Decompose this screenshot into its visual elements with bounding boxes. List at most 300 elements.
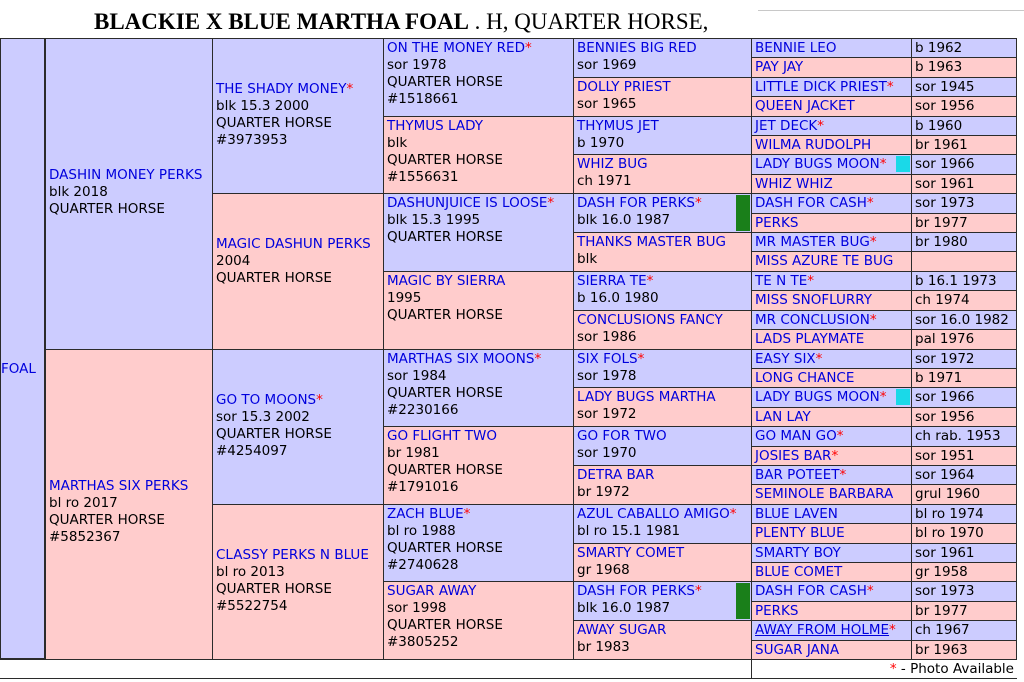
ancestor-info: ch 1967 xyxy=(911,620,1017,641)
ancestor-name-line xyxy=(577,467,748,484)
ancestor-name-link[interactable]: MR CONCLUSION xyxy=(755,312,870,328)
ancestor-cell xyxy=(573,154,752,194)
ancestor-name-line xyxy=(755,176,908,193)
ancestor-info: br 1980 xyxy=(911,232,1017,252)
ancestor-cell xyxy=(573,310,752,350)
ancestor-name-line xyxy=(577,234,748,251)
ancestor-info: sor 1945 xyxy=(911,77,1017,97)
ancestor-cell xyxy=(751,135,912,155)
ancestor-name-line xyxy=(755,59,908,76)
photo-available-star[interactable]: * xyxy=(729,506,737,522)
ancestor-detail: br 1981 xyxy=(387,445,440,461)
ancestor-name-link[interactable]: TE N TE xyxy=(755,273,808,289)
ancestor-name-line xyxy=(755,506,908,523)
ancestor-name-line xyxy=(577,118,748,135)
green-marker xyxy=(736,583,750,619)
ancestor-detail: QUARTER HORSE xyxy=(387,617,503,633)
ancestor-info: b 1962 xyxy=(911,38,1017,58)
ancestor-detail: #3805252 xyxy=(387,634,459,650)
ancestor-detail: sor 1969 xyxy=(577,57,637,73)
ancestor-cell xyxy=(212,38,384,194)
ancestor-info: sor 1961 xyxy=(911,543,1017,563)
ancestor-info: br 1961 xyxy=(911,135,1017,155)
ancestor-name-line xyxy=(577,79,748,96)
cyan-marker xyxy=(896,156,910,172)
ancestor-cell xyxy=(751,310,912,330)
ancestor-detail: sor 1998 xyxy=(387,600,447,616)
ancestor-name-link[interactable]: ZACH BLUE xyxy=(387,506,464,522)
ancestor-detail: sor 1986 xyxy=(577,329,637,345)
ancestor-cell xyxy=(751,349,912,369)
photo-legend-text: - Photo Available xyxy=(896,661,1014,677)
ancestor-cell xyxy=(751,387,912,408)
ancestor-detail: QUARTER HORSE xyxy=(49,512,165,528)
ancestor-name-link[interactable]: GO FOR TWO xyxy=(577,428,667,444)
ancestor-name-line xyxy=(755,622,908,639)
ancestor-name-link[interactable]: LADY BUGS MOON xyxy=(755,389,880,405)
ancestor-cell xyxy=(751,407,912,427)
ancestor-name-link[interactable]: LADY BUGS MOON xyxy=(755,156,880,172)
ancestor-name-link[interactable]: MISS SNOFLURRY xyxy=(755,292,872,308)
ancestor-cell xyxy=(751,620,912,641)
ancestor-detail: blk 2018 xyxy=(49,184,108,200)
photo-available-star[interactable]: * xyxy=(866,583,874,599)
ancestor-cell xyxy=(573,504,752,544)
ancestor-name-line xyxy=(755,273,908,290)
ancestor-name-link[interactable]: AWAY FROM HOLME xyxy=(755,622,890,638)
ancestor-cell xyxy=(751,640,912,660)
ancestor-detail: blk 15.3 2000 xyxy=(216,98,310,114)
ancestor-detail: blk 16.0 1987 xyxy=(577,212,671,228)
ancestor-name-link[interactable]: PERKS xyxy=(755,603,799,619)
ancestor-info: sor 1973 xyxy=(911,193,1017,214)
ancestor-name-link[interactable]: BLUE LAVEN xyxy=(755,506,838,522)
ancestor-cell xyxy=(212,504,384,660)
ancestor-detail: sor 1984 xyxy=(387,368,447,384)
cyan-marker xyxy=(896,389,910,405)
ancestor-cell xyxy=(751,251,912,272)
ancestor-cell xyxy=(573,465,752,505)
ancestor-name-link[interactable]: PAY JAY xyxy=(755,59,804,75)
ancestor-cell xyxy=(383,426,574,505)
ancestor-detail: sor 1972 xyxy=(577,406,637,422)
ancestor-detail: #1791016 xyxy=(387,479,459,495)
ancestor-detail: QUARTER HORSE xyxy=(216,115,332,131)
photo-available-star[interactable]: * xyxy=(463,506,471,522)
ancestor-info: sor 16.0 1982 xyxy=(911,310,1017,330)
ancestor-info: ch 1974 xyxy=(911,290,1017,311)
ancestor-name-line xyxy=(755,409,908,426)
ancestor-detail: QUARTER HORSE xyxy=(387,540,503,556)
ancestor-detail: QUARTER HORSE xyxy=(387,74,503,90)
ancestor-name-line xyxy=(577,273,748,290)
ancestor-name-link[interactable]: BAR POTEET xyxy=(755,467,840,483)
photo-star: * xyxy=(889,661,897,677)
ancestor-info: bl ro 1974 xyxy=(911,504,1017,524)
ancestor-cell xyxy=(45,349,213,660)
ancestor-name-line xyxy=(49,167,209,184)
ancestor-detail: QUARTER HORSE xyxy=(216,581,332,597)
ancestor-cell xyxy=(573,581,752,621)
green-marker xyxy=(736,195,750,231)
ancestor-cell xyxy=(751,523,912,544)
ancestor-info: sor 1956 xyxy=(911,96,1017,117)
ancestor-name-link[interactable]: SUGAR JANA xyxy=(755,642,840,658)
ancestor-name-line xyxy=(755,486,908,503)
ancestor-cell xyxy=(751,290,912,311)
ancestor-name-link[interactable]: DETRA BAR xyxy=(577,467,655,483)
ancestor-info: sor 1966 xyxy=(911,387,1017,408)
ancestor-name-line xyxy=(755,564,908,581)
ancestor-detail: sor 1970 xyxy=(577,445,637,461)
ancestor-name-link[interactable]: BENNIES BIG RED xyxy=(577,40,697,56)
ancestor-name-line xyxy=(577,351,748,368)
ancestor-cell xyxy=(573,543,752,582)
ancestor-info: br 1963 xyxy=(911,640,1017,660)
ancestor-cell xyxy=(751,581,912,602)
ancestor-name-link[interactable]: PLENTY BLUE xyxy=(755,525,845,541)
ancestor-info: sor 1973 xyxy=(911,581,1017,602)
photo-available-star[interactable]: * xyxy=(839,467,847,483)
ancestor-name-line xyxy=(755,156,908,173)
ancestor-name-line xyxy=(387,506,570,523)
ancestor-cell xyxy=(383,271,574,350)
ancestor-info: br 1977 xyxy=(911,213,1017,233)
ancestor-detail: QUARTER HORSE xyxy=(387,385,503,401)
ancestor-info: sor 1956 xyxy=(911,407,1017,427)
ancestor-name-link[interactable]: DASHUNJUICE IS LOOSE xyxy=(387,195,548,211)
ancestor-detail: b 1970 xyxy=(577,135,625,151)
ancestor-name-line xyxy=(49,478,209,495)
ancestor-name-link[interactable]: DASH FOR PERKS xyxy=(577,195,695,211)
ancestor-name-line xyxy=(755,448,908,465)
ancestor-name-line xyxy=(387,118,570,135)
ancestor-cell xyxy=(383,193,574,272)
ancestor-name-line xyxy=(755,292,908,309)
ancestor-detail: bl ro 15.1 1981 xyxy=(577,523,681,539)
ancestor-cell xyxy=(573,271,752,311)
ancestor-detail: blk 15.3 1995 xyxy=(387,212,481,228)
ancestor-name-line xyxy=(387,583,570,600)
subject-cell xyxy=(0,38,45,659)
ancestor-name-link[interactable]: MAGIC BY SIERRA xyxy=(387,273,506,289)
ancestor-cell xyxy=(751,368,912,388)
ancestor-name-link[interactable]: MAGIC DASHUN PERKS xyxy=(216,236,371,252)
ancestor-cell xyxy=(751,426,912,447)
ancestor-name-link[interactable]: WHIZ WHIZ xyxy=(755,176,833,192)
ancestor-name-link[interactable]: LAN LAY xyxy=(755,409,811,425)
ancestor-name-line xyxy=(577,40,748,57)
ancestor-name-line xyxy=(755,370,908,387)
ancestor-info: sor 1964 xyxy=(911,465,1017,485)
ancestor-cell xyxy=(751,446,912,466)
ancestor-name-link[interactable]: BENNIE LEO xyxy=(755,40,837,56)
photo-available-star[interactable]: * xyxy=(817,118,825,134)
ancestor-detail: QUARTER HORSE xyxy=(216,270,332,286)
ancestor-detail: blk 16.0 1987 xyxy=(577,600,671,616)
ancestor-name-link[interactable]: GO TO MOONS xyxy=(216,392,317,408)
ancestor-name-link[interactable]: PERKS xyxy=(755,215,799,231)
photo-available-star[interactable]: * xyxy=(534,351,542,367)
photo-available-star[interactable]: * xyxy=(866,195,874,211)
ancestor-cell xyxy=(751,57,912,78)
ancestor-detail: #3973953 xyxy=(216,132,288,148)
ancestor-detail: #5522754 xyxy=(216,598,288,614)
ancestor-cell xyxy=(751,504,912,524)
ancestor-cell xyxy=(573,38,752,78)
ancestor-name-link[interactable]: CLASSY PERKS N BLUE xyxy=(216,547,369,563)
ancestor-cell xyxy=(573,387,752,427)
title-divider xyxy=(758,10,1024,11)
ancestor-name-link[interactable]: CONCLUSIONS FANCY xyxy=(577,312,723,328)
ancestor-name-line xyxy=(755,253,908,270)
ancestor-detail: QUARTER HORSE xyxy=(387,462,503,478)
ancestor-name-link[interactable]: AWAY SUGAR xyxy=(577,622,667,638)
ancestor-cell xyxy=(751,562,912,582)
ancestor-name-link[interactable]: MR MASTER BUG xyxy=(755,234,870,250)
ancestor-name-link[interactable]: EASY SIX xyxy=(755,351,816,367)
ancestor-name-line xyxy=(755,583,908,600)
ancestor-cell xyxy=(751,96,912,117)
ancestor-cell xyxy=(751,271,912,291)
ancestor-name-line xyxy=(577,583,748,600)
ancestor-name-line xyxy=(755,98,908,115)
ancestor-detail: QUARTER HORSE xyxy=(387,229,503,245)
ancestor-detail: sor 15.3 2002 xyxy=(216,409,310,425)
ancestor-cell xyxy=(751,329,912,350)
ancestor-name-link[interactable]: JET DECK xyxy=(755,118,818,134)
ancestor-detail: b 16.0 1980 xyxy=(577,290,659,306)
ancestor-detail: bl ro 1988 xyxy=(387,523,456,539)
ancestor-name-link[interactable]: AZUL CABALLO AMIGO xyxy=(577,506,730,522)
ancestor-cell xyxy=(751,116,912,136)
ancestor-name-line xyxy=(755,389,908,406)
ancestor-name-line xyxy=(755,79,908,96)
ancestor-name-link[interactable]: THE SHADY MONEY xyxy=(216,81,347,97)
ancestor-detail: br 1972 xyxy=(577,484,630,500)
ancestor-info: pal 1976 xyxy=(911,329,1017,350)
ancestor-name-link[interactable]: GO MAN GO xyxy=(755,428,837,444)
ancestor-cell xyxy=(573,620,752,660)
ancestor-name-line xyxy=(577,545,748,562)
ancestor-detail: QUARTER HORSE xyxy=(387,152,503,168)
photo-available-star[interactable]: * xyxy=(869,312,877,328)
ancestor-name-line xyxy=(755,195,908,212)
ancestor-name-link[interactable]: WILMA RUDOLPH xyxy=(755,137,872,153)
ancestor-detail: #1518661 xyxy=(387,91,459,107)
ancestor-cell xyxy=(383,581,574,660)
ancestor-name-line xyxy=(755,428,908,445)
ancestor-cell xyxy=(751,465,912,485)
ancestor-detail: bl ro 2013 xyxy=(216,564,285,580)
ancestor-name-link[interactable]: SUGAR AWAY xyxy=(387,583,477,599)
ancestor-info: sor 1961 xyxy=(911,174,1017,194)
ancestor-cell xyxy=(751,543,912,563)
ancestor-name-link[interactable]: LADS PLAYMATE xyxy=(755,331,865,347)
ancestor-detail: ch 1971 xyxy=(577,173,632,189)
page-title: BLACKIE X BLUE MARTHA FOAL . H, QUARTER HORSE, xyxy=(94,9,709,34)
ancestor-name-link[interactable]: MARTHAS SIX MOONS xyxy=(387,351,535,367)
ancestor-detail: #5852367 xyxy=(49,529,121,545)
ancestor-name-link[interactable]: LONG CHANCE xyxy=(755,370,855,386)
ancestor-cell xyxy=(751,484,912,505)
ancestor-info: b 1963 xyxy=(911,57,1017,78)
ancestor-cell xyxy=(573,193,752,233)
ancestor-cell xyxy=(573,349,752,388)
ancestor-detail: sor 1978 xyxy=(577,368,637,384)
ancestor-cell xyxy=(751,77,912,97)
ancestor-name-line xyxy=(755,545,908,562)
ancestor-name-link[interactable]: MISS AZURE TE BUG xyxy=(755,253,894,269)
ancestor-name-line xyxy=(387,195,570,212)
ancestor-cell xyxy=(212,193,384,350)
ancestor-name-link[interactable]: BLUE COMET xyxy=(755,564,843,580)
photo-available-star[interactable]: * xyxy=(547,195,555,211)
ancestor-info: ch rab. 1953 xyxy=(911,426,1017,447)
ancestor-cell xyxy=(383,349,574,427)
ancestor-name-line xyxy=(577,622,748,639)
ancestor-name-line xyxy=(216,547,380,564)
photo-available-star[interactable]: * xyxy=(694,195,702,211)
ancestor-name-line xyxy=(755,234,908,251)
photo-available-star[interactable]: * xyxy=(836,428,844,444)
ancestor-cell xyxy=(573,77,752,117)
ancestor-detail: #4254097 xyxy=(216,443,288,459)
photo-available-star[interactable]: * xyxy=(815,351,823,367)
subject-name[interactable]: FOAL xyxy=(1,361,36,377)
ancestor-name-line xyxy=(577,156,748,173)
ancestor-cell xyxy=(751,38,912,58)
ancestor-info xyxy=(911,251,1017,272)
ancestor-name-link[interactable]: MARTHAS SIX PERKS xyxy=(49,478,189,494)
photo-available-star[interactable]: * xyxy=(694,583,702,599)
ancestor-info: sor 1951 xyxy=(911,446,1017,466)
photo-legend xyxy=(890,661,1014,678)
ancestor-name-link[interactable]: DASHIN MONEY PERKS xyxy=(49,167,203,183)
ancestor-name-line xyxy=(387,40,570,57)
ancestor-cell xyxy=(573,116,752,155)
photo-available-star[interactable]: * xyxy=(637,351,645,367)
ancestor-name-line xyxy=(387,428,570,445)
ancestor-detail: sor 1978 xyxy=(387,57,447,73)
ancestor-cell xyxy=(45,38,213,350)
ancestor-name-link[interactable]: SIX FOLS xyxy=(577,351,638,367)
ancestor-name-line xyxy=(577,312,748,329)
ancestor-name-line xyxy=(577,195,748,212)
ancestor-info: b 16.1 1973 xyxy=(911,271,1017,291)
ancestor-detail: blk xyxy=(577,251,598,267)
ancestor-detail: bl ro 2017 xyxy=(49,495,118,511)
ancestor-name-link[interactable]: THANKS MASTER BUG xyxy=(577,234,726,250)
ancestor-name-link[interactable]: SIERRA TE xyxy=(577,273,647,289)
ancestor-info: sor 1966 xyxy=(911,154,1017,175)
ancestor-name-line xyxy=(577,506,748,523)
ancestor-name-link[interactable]: LADY BUGS MARTHA xyxy=(577,389,716,405)
photo-available-star[interactable]: * xyxy=(524,40,532,56)
ancestor-cell xyxy=(751,193,912,214)
ancestor-name-link[interactable]: WHIZ BUG xyxy=(577,156,648,172)
photo-available-star[interactable]: * xyxy=(646,273,654,289)
ancestor-info: grul 1960 xyxy=(911,484,1017,505)
ancestor-name-line xyxy=(755,215,908,232)
photo-available-star[interactable]: * xyxy=(831,448,839,464)
ancestor-detail: 1995 xyxy=(387,290,422,306)
ancestor-detail: 2004 xyxy=(216,253,251,269)
ancestor-name-line xyxy=(755,351,908,368)
ancestor-cell xyxy=(751,154,912,175)
ancestor-cell xyxy=(383,116,574,194)
ancestor-name-link[interactable]: GO FLIGHT TWO xyxy=(387,428,498,444)
ancestor-detail: QUARTER HORSE xyxy=(216,426,332,442)
ancestor-name-link[interactable]: THYMUS JET xyxy=(577,118,659,134)
ancestor-detail: blk xyxy=(387,135,408,151)
ancestor-name-line xyxy=(755,467,908,484)
ancestor-name-line xyxy=(755,118,908,135)
ancestor-name-line xyxy=(577,428,748,445)
photo-available-star[interactable]: * xyxy=(886,79,894,95)
ancestor-name-line xyxy=(216,392,380,409)
ancestor-name-line xyxy=(755,137,908,154)
ancestor-name-line xyxy=(755,525,908,542)
ancestor-cell xyxy=(751,601,912,621)
ancestor-detail: br 1983 xyxy=(577,639,630,655)
ancestor-name-link[interactable]: SMARTY BOY xyxy=(755,545,841,561)
ancestor-detail: sor 1965 xyxy=(577,96,637,112)
ancestor-name-link[interactable]: QUEEN JACKET xyxy=(755,98,855,114)
photo-available-star[interactable]: * xyxy=(889,622,896,638)
ancestor-info: gr 1958 xyxy=(911,562,1017,582)
ancestor-cell xyxy=(573,426,752,466)
ancestor-cell xyxy=(751,174,912,194)
ancestor-name-link[interactable]: THYMUS LADY xyxy=(387,118,484,134)
ancestor-name-link[interactable]: SMARTY COMET xyxy=(577,545,685,561)
ancestor-name-line xyxy=(577,389,748,406)
ancestor-info: sor 1972 xyxy=(911,349,1017,369)
ancestor-cell xyxy=(751,213,912,233)
photo-available-star[interactable]: * xyxy=(346,81,354,97)
ancestor-name-link[interactable]: SEMINOLE BARBARA xyxy=(755,486,894,502)
ancestor-name-link[interactable]: JOSIES BAR xyxy=(755,448,832,464)
photo-available-star[interactable]: * xyxy=(869,234,877,250)
footer-bar xyxy=(0,659,1017,679)
ancestor-detail: QUARTER HORSE xyxy=(387,307,503,323)
photo-available-star[interactable]: * xyxy=(879,389,887,405)
ancestor-cell xyxy=(573,232,752,272)
ancestor-name-line xyxy=(755,312,908,329)
ancestor-cell xyxy=(383,38,574,117)
ancestor-name-link[interactable]: DASH FOR CASH xyxy=(755,583,867,599)
ancestor-name-link[interactable]: DASH FOR CASH xyxy=(755,195,867,211)
ancestor-name-line xyxy=(216,236,380,253)
ancestor-detail: #2230166 xyxy=(387,402,459,418)
photo-available-star[interactable]: * xyxy=(807,273,814,289)
ancestor-info: b 1960 xyxy=(911,116,1017,136)
ancestor-name-link[interactable]: DASH FOR PERKS xyxy=(577,583,695,599)
photo-available-star[interactable]: * xyxy=(316,392,323,408)
ancestor-cell xyxy=(212,349,384,505)
ancestor-name-link[interactable]: DOLLY PRIEST xyxy=(577,79,671,95)
photo-available-star[interactable]: * xyxy=(879,156,887,172)
ancestor-name-link[interactable]: ON THE MONEY RED xyxy=(387,40,525,56)
ancestor-name-line xyxy=(216,81,380,98)
ancestor-name-link[interactable]: LITTLE DICK PRIEST xyxy=(755,79,887,95)
ancestor-name-line xyxy=(755,603,908,620)
ancestor-info: bl ro 1970 xyxy=(911,523,1017,544)
ancestor-cell xyxy=(383,504,574,582)
ancestor-info: b 1971 xyxy=(911,368,1017,388)
ancestor-detail: gr 1968 xyxy=(577,562,630,578)
ancestor-name-line xyxy=(387,351,570,368)
